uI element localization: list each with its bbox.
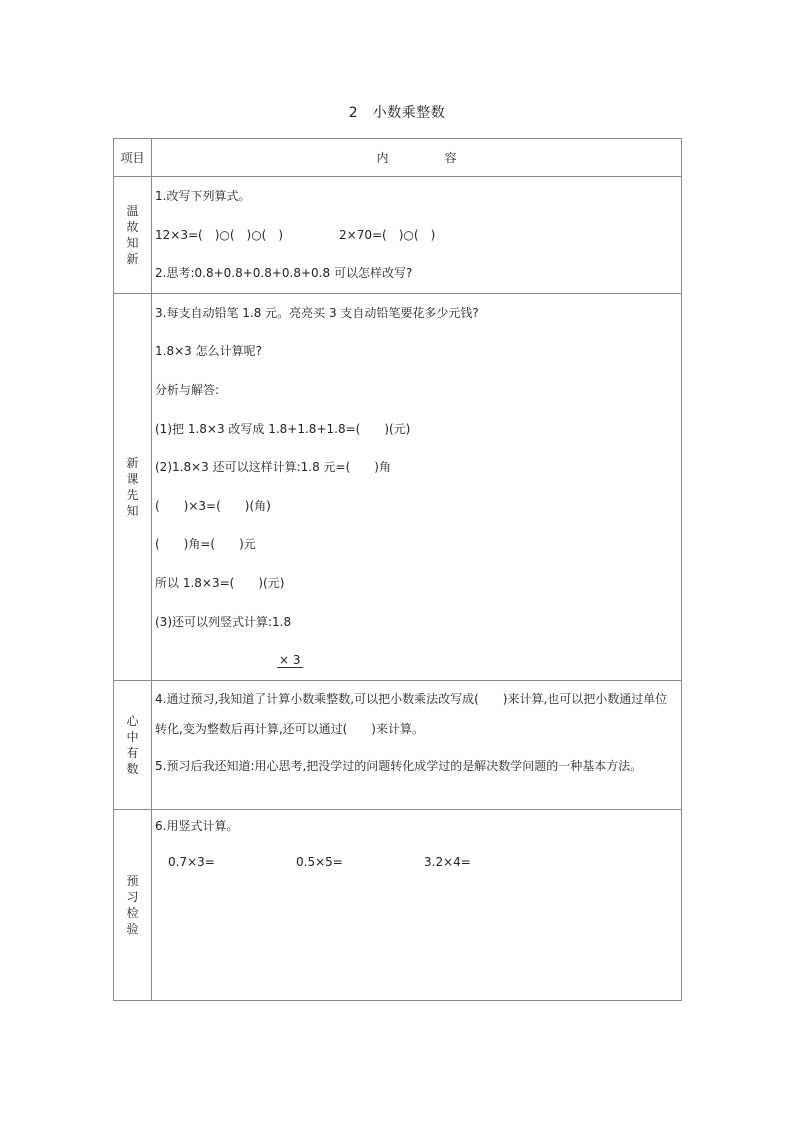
calc-row xyxy=(155,842,678,882)
method-3: (3)还可以列竖式计算:1.8 xyxy=(155,614,292,629)
section-review-content xyxy=(152,177,682,294)
calc-1: 0.7×3= xyxy=(168,854,215,869)
section-new-lesson xyxy=(114,293,682,680)
question-5: 5.预习后我还知道:用心思考,把没学过的问题转化成学过的是解决数学问题的一种基本方法。 xyxy=(155,758,643,773)
section-check xyxy=(114,809,682,1000)
method-2: (2)1.8×3 还可以这样计算:1.8 元=( )角 xyxy=(155,460,391,475)
vertical-calc-multiplier: × 3 xyxy=(279,653,301,668)
section-summary xyxy=(114,680,682,809)
header-project: 项目 xyxy=(114,139,152,177)
question-1: 1.改写下列算式。 xyxy=(155,189,251,203)
rewrite-2x70: 2×70=( )○( ) xyxy=(339,227,436,242)
section-review xyxy=(114,177,682,294)
question-3: 3.每支自动铅笔 1.8 元。亮亮买 3 支自动铅笔要花多少元钱? xyxy=(155,305,479,320)
calc-2: 0.5×5= xyxy=(296,854,343,869)
section-check-content xyxy=(152,809,682,1000)
table-header-row xyxy=(114,139,682,177)
section-new-lesson-label: 新 课 先 知 xyxy=(114,293,152,680)
question-3-prompt: 1.8×3 怎么计算呢? xyxy=(155,344,262,359)
section-summary-content xyxy=(152,680,682,809)
header-content: 内 容 xyxy=(152,139,682,177)
page-title: 2 小数乘整数 xyxy=(348,105,446,121)
rewrite-12x3: 12×3=( )○( )○( ) xyxy=(155,227,284,242)
section-review-label: 温 故 知 新 xyxy=(114,177,152,294)
question-4: 4.通过预习,我知道了计算小数乘整数,可以把小数乘法改写成( )来计算,也可以把小数通过单位转化,变为整数后再计算,还可以通过( )来计算。 xyxy=(155,691,668,736)
preview-table xyxy=(113,138,682,1001)
method-1: (1)把 1.8×3 改写成 1.8+1.8+1.8=( )(元) xyxy=(155,421,411,436)
question-2: 2.思考:0.8+0.8+0.8+0.8+0.8 可以怎样改写? xyxy=(155,266,413,281)
calc-3: 3.2×4= xyxy=(424,854,471,869)
section-summary-label: 心 中 有 数 xyxy=(114,680,152,809)
method-2-step-1: ( )×3=( )(角) xyxy=(155,498,271,513)
method-2-step-2: ( )角=( )元 xyxy=(155,537,256,552)
method-2-result: 所以 1.8×3=( )(元) xyxy=(155,575,285,590)
question-6: 6.用竖式计算。 xyxy=(155,818,239,833)
question-1-rewrite xyxy=(155,216,678,255)
section-check-label: 预 习 检 验 xyxy=(114,809,152,1000)
analysis-label: 分析与解答: xyxy=(155,382,220,397)
section-new-lesson-content xyxy=(152,293,682,680)
